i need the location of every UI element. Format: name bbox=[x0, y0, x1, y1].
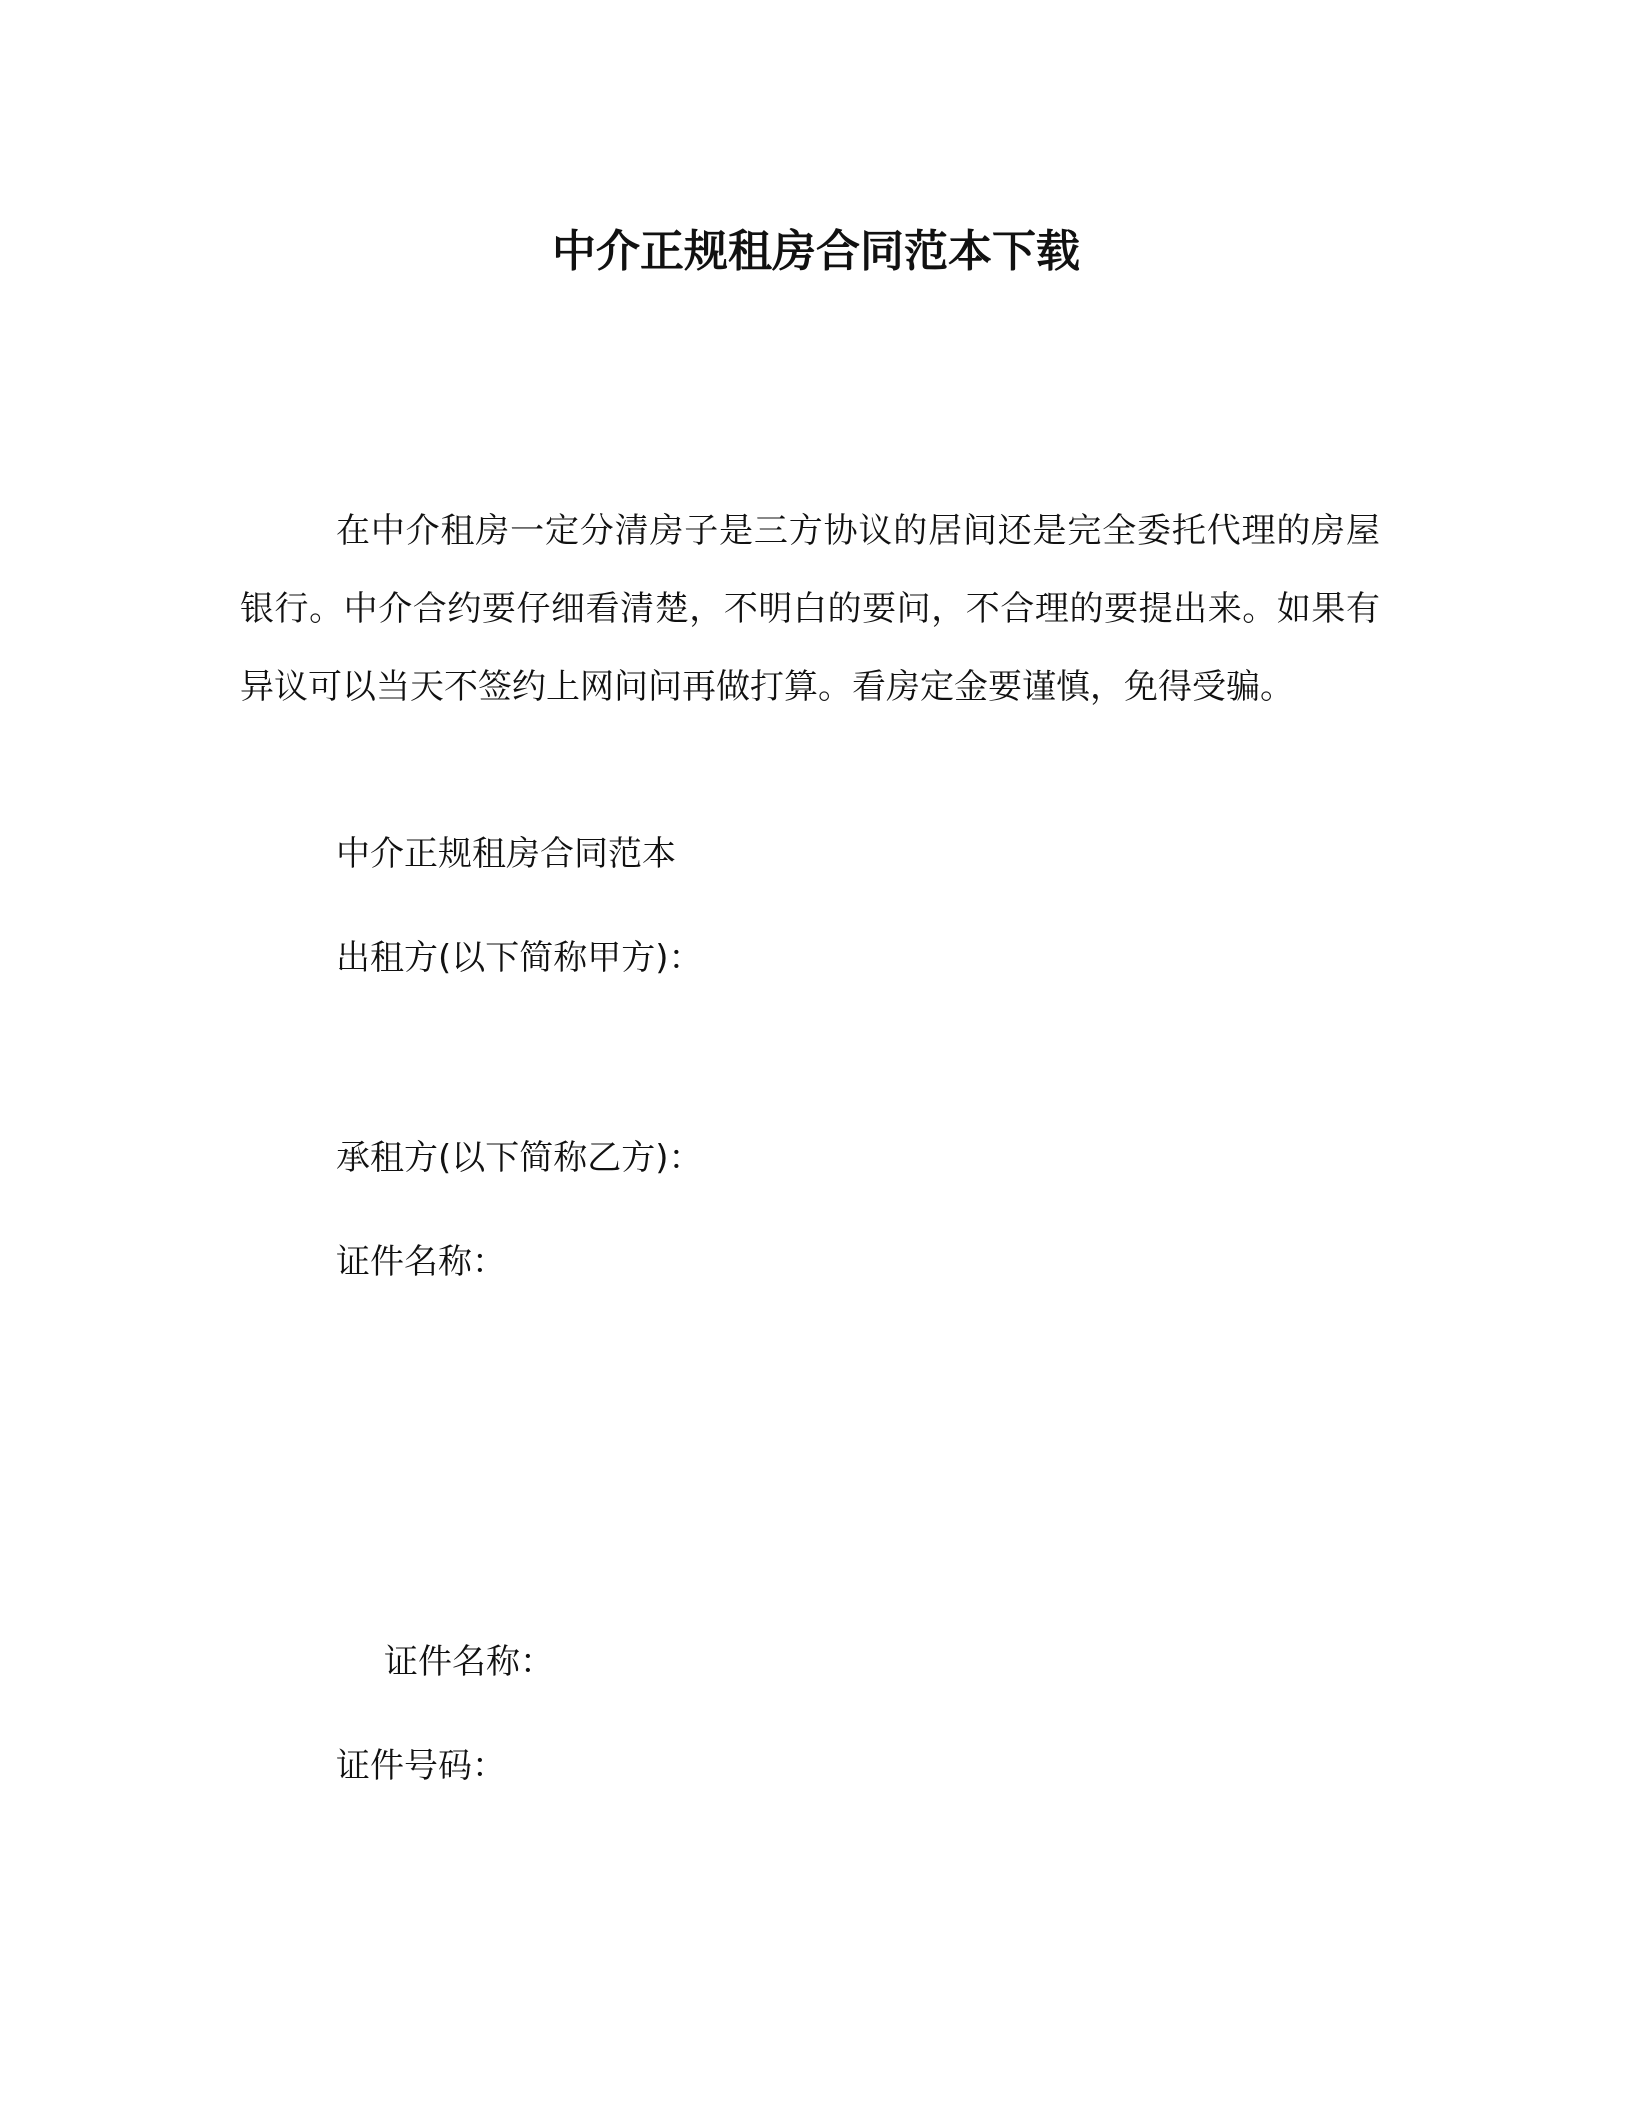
id-type-label: 证件名称： bbox=[336, 1242, 506, 1282]
document-title: 中介正规租房合同范本下载 bbox=[552, 226, 1080, 277]
id-number-label: 证件号码： bbox=[336, 1746, 506, 1786]
intro-paragraph: 在中介租房一定分清房子是三方协议的居间还是完全委托代理的房屋银行。中介合约要仔细看清楚，不明白的要问，不合理的要提出来。如果有异议可以当天不签约上网问问再做打算。看房定金要谨慎，免得受骗。 bbox=[240, 511, 1380, 707]
contract-heading: 中介正规租房合同范本 bbox=[336, 834, 676, 874]
lessee-label: 承租方(以下简称乙方)： bbox=[336, 1138, 703, 1178]
id-type-label-2: 证件名称： bbox=[384, 1642, 554, 1682]
lessor-label: 出租方(以下简称甲方)： bbox=[336, 938, 703, 978]
